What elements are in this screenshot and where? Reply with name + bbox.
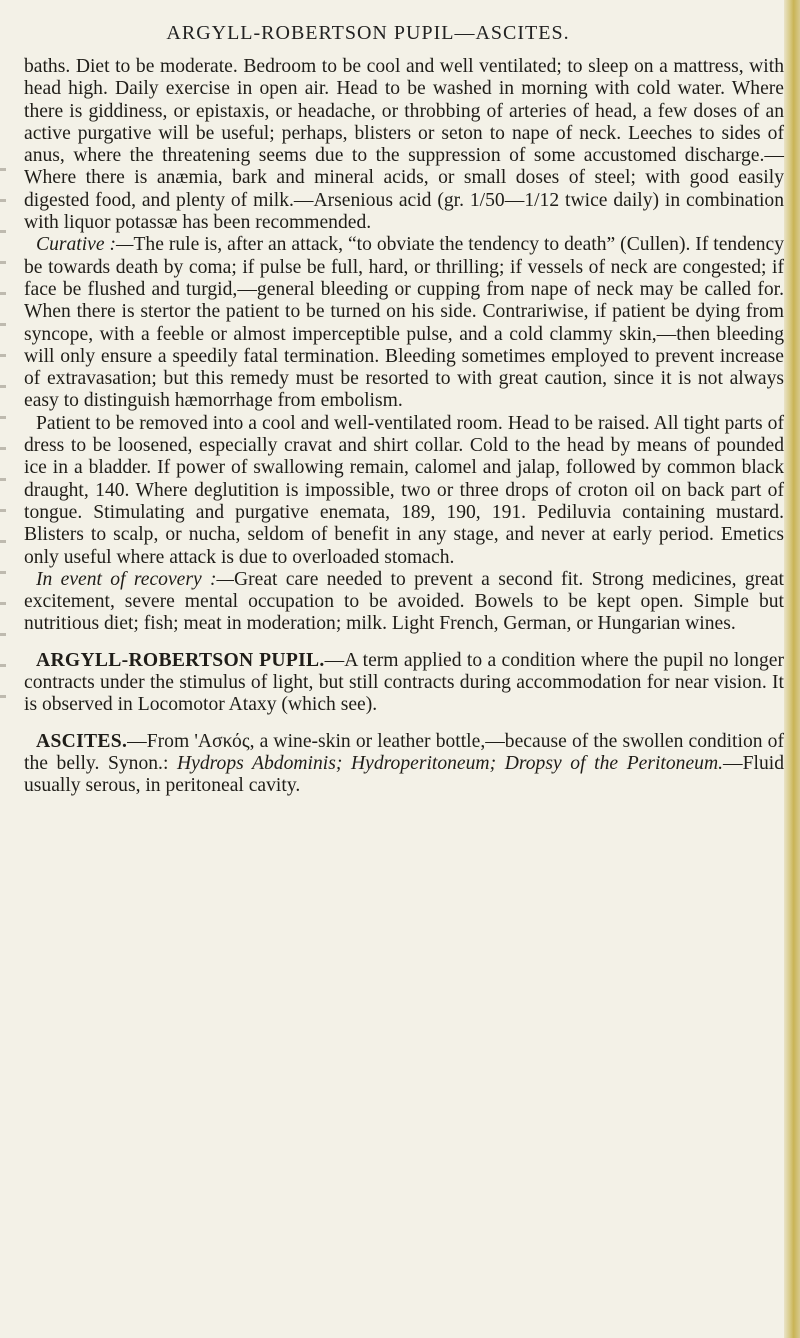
paragraph-lead: Curative :— bbox=[36, 234, 134, 256]
entry-term: ASCITES. bbox=[36, 730, 128, 752]
paragraph-text: Great care needed to prevent a second fit. Strong medicines, great excitement, severe mental occupation to be avoided. Bowels to be kept open. Simple but nutritious diet; fish; meat in moderation; milk. Light French, German, or Hungarian wines. bbox=[24, 568, 784, 635]
entry-term: ARGYLL-ROBERTSON PUPIL. bbox=[36, 649, 325, 671]
paragraph-lead: In event of recovery :— bbox=[36, 568, 234, 590]
paragraph-text: baths. Diet to be moderate. Bedroom to be cool and well ventilated; to sleep on a mattress, with head high. Daily exercise in open air. Head to be washed in morning with cold water. Where there is giddiness, or epistaxis, or headache, or throbbing of arteries of head, a few doses of an active purgative will be useful; perhaps, blisters or seton to nape of neck. Leeches to sides of anus, where the threatening seems due to the suppression of some accustomed discharge.—Where there is anæmia, bark and mineral acids, or small doses of steel; with good easily digested food, and plenty of milk.—Arsenious acid (gr. 1/50—1/12 twice daily) in combination with liquor potassæ has been recommended. bbox=[24, 56, 784, 234]
paragraph-treatment bbox=[24, 413, 784, 569]
entry-text: —A term applied to a condition where the pupil no longer contracts under the stimulus of light, but still contracts during accommodation for near vision. It is observed in Locomotor Ataxy (which see). bbox=[24, 649, 784, 716]
paragraph-text: The rule is, after an attack, “to obviate the tendency to death” (Cullen). If tendency be towards death by coma; if pulse be full, hard, or thrilling; if vessels of neck are congested; if face be flushed and turgid,—general bleeding or cupping from nape of neck may be called for. When there is stertor the patient to be turned on his side. Contrariwise, if patient be dying from syncope, with a feeble or almost imperceptible pulse, and a cold clammy skin,—then bleeding will only ensure a speedily fatal termination. Bleeding sometimes employed to prevent increase of extravasation; but this remedy must be resorted to with great caution, since it is not always easy to distinguish hæmorrhage from embolism. bbox=[24, 234, 785, 412]
paragraph-recovery bbox=[24, 569, 784, 636]
page-edge-marks bbox=[0, 140, 6, 700]
entry-text: —Fluid usually serous, in peritoneal cavity. bbox=[24, 752, 784, 797]
entry-argyll-robertson bbox=[24, 650, 784, 717]
entry-ascites bbox=[24, 731, 784, 798]
book-spine-edge bbox=[784, 0, 800, 1338]
page-header: ARGYLL-ROBERTSON PUPIL—ASCITES. bbox=[166, 22, 570, 44]
page-body bbox=[24, 56, 784, 798]
paragraph-curative bbox=[24, 234, 784, 412]
entry-text: —From 'Ασκός, a wine-skin or leather bottle,—because of the swollen condition of the belly. Synon.: bbox=[24, 730, 784, 774]
entry-synonyms: Hydrops Abdominis; Hydroperitoneum; Dropsy of the Peritoneum. bbox=[177, 752, 724, 774]
paragraph-text: Patient to be removed into a cool and well-ventilated room. Head to be raised. All tight parts of dress to be loosened, especially cravat and shirt collar. Cold to the head by means of pounded ice in a bladder. If power of swallowing remain, calomel and jalap, followed by common black draught, 140. Where deglutition is impossible, two or three drops of croton oil on back part of tongue. Stimulating and purgative enemata, 189, 190, 191. Pediluvia containing mustard. Blisters to scalp, or nucha, seldom of benefit in any stage, and never at early period. Emetics only useful where attack is due to overloaded stomach. bbox=[24, 412, 784, 568]
paragraph-diet bbox=[24, 56, 784, 234]
